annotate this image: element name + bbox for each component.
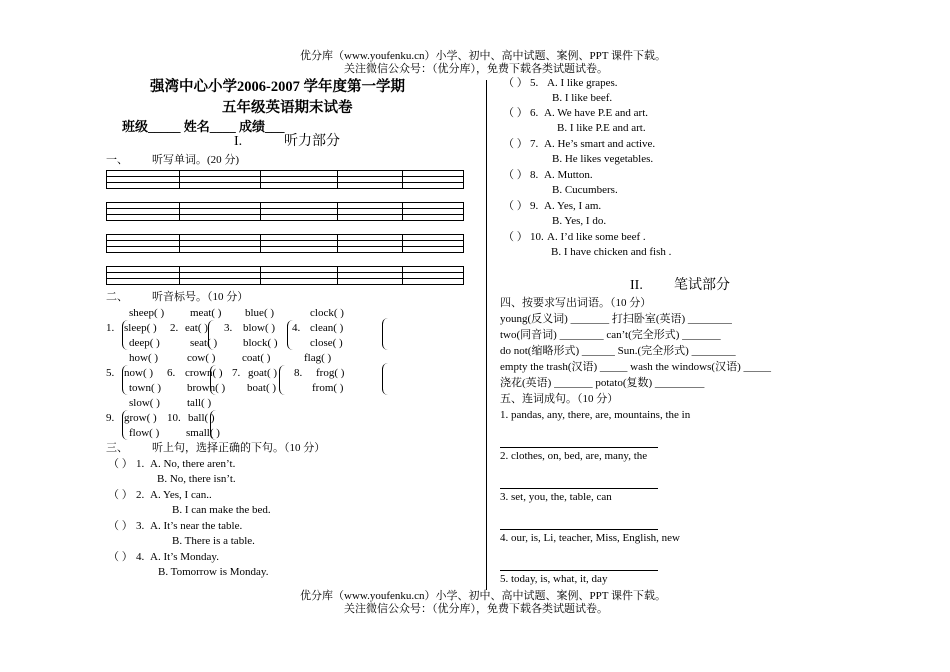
phonics-number: 8.	[294, 367, 303, 379]
phonics-word: flow( )	[129, 427, 160, 439]
phonics-word: cow( )	[187, 352, 216, 364]
exam-title: 强湾中心小学2006-2007 学年度第一学期	[150, 79, 405, 95]
phonics-word: grow( )	[124, 412, 157, 424]
sentence-item: 4. our, is, Li, teacher, Miss, English, new	[500, 532, 680, 544]
phonics-word: brown( )	[187, 382, 226, 394]
response-option-b: B. No, there isn’t.	[157, 473, 236, 485]
sentence-item: 2. clothes, on, bed, are, many, the	[500, 450, 648, 462]
footer-line-1: 优分库（www.youfenku.cn）小学、初中、高中试题、案例、PPT 课件下载。	[300, 590, 667, 602]
written-heading-number: II.	[630, 278, 643, 293]
phonics-word: from( )	[312, 382, 344, 394]
phonics-number: 3.	[224, 322, 233, 334]
answer-line	[500, 570, 658, 571]
phonics-number: 6.	[167, 367, 176, 379]
phonics-brace	[208, 320, 214, 350]
response-option-a: A. I like grapes.	[547, 77, 618, 89]
response-option-b: B. Cucumbers.	[552, 184, 618, 196]
phonics-word: coat( )	[242, 352, 271, 364]
phonics-word: meat( )	[190, 307, 222, 319]
phonics-word: frog( )	[316, 367, 345, 379]
exam-subtitle: 五年级英语期末试卷	[222, 100, 353, 116]
response-option-a: A. It’s near the table.	[150, 520, 243, 532]
dictation-grid-3	[106, 234, 464, 253]
question-4-instruction: 四、按要求写出词语。（10 分）	[500, 297, 652, 309]
phonics-number: 1.	[106, 322, 115, 334]
word-task-line: do not(缩略形式) ______ Sun.(完全形式) ________	[500, 345, 736, 357]
phonics-word: clean( )	[310, 322, 344, 334]
answer-line	[500, 488, 658, 489]
response-option-b: B. He likes vegetables.	[552, 153, 654, 165]
response-option-b: B. I like P.E and art.	[557, 122, 646, 134]
answer-bracket: （ ）	[108, 489, 133, 501]
word-task-line: empty the trash(汉语) _____ wash the windows(汉语) _____	[500, 361, 771, 373]
phonics-word: town( )	[129, 382, 162, 394]
response-option-a: A. We have P.E and art.	[544, 107, 648, 119]
question-1-number: 一、	[106, 154, 128, 166]
response-option-b: B. Yes, I do.	[552, 215, 607, 227]
header-line-1: 优分库（www.youfenku.cn）小学、初中、高中试题、案例、PPT 课件下载。	[300, 50, 667, 62]
phonics-number: 5.	[106, 367, 115, 379]
response-option-a: A. It’s Monday.	[150, 551, 219, 563]
response-number: 4.	[136, 551, 145, 563]
response-option-b: B. I have chicken and fish .	[551, 246, 672, 258]
answer-bracket: （ ）	[108, 520, 133, 532]
dictation-grid-1	[106, 170, 464, 189]
phonics-brace	[287, 320, 293, 350]
listening-heading-number: I.	[234, 134, 243, 149]
footer-line-2: 关注微信公众号：（优分库），免费下载各类试题试卷。	[344, 603, 608, 615]
question-3-instruction: 听上句，选择正确的下句。（10 分）	[152, 442, 326, 454]
answer-bracket: （ ）	[108, 458, 133, 470]
phonics-word: deep( )	[129, 337, 160, 349]
response-number: 5.	[530, 77, 539, 89]
response-option-a: A. I’d like some beef .	[547, 231, 646, 243]
response-option-b: B. I can make the bed.	[172, 504, 271, 516]
student-fields: 班级_____ 姓名____ 成绩___	[122, 119, 285, 134]
response-option-a: A. Yes, I am.	[544, 200, 602, 212]
question-3-number: 三、	[106, 442, 128, 454]
word-task-line: 浇花(英语) _______ potato(复数) _________	[500, 377, 705, 389]
phonics-brace	[122, 365, 128, 395]
response-option-a: A. Mutton.	[544, 169, 593, 181]
answer-bracket: （ ）	[503, 231, 528, 243]
question-2-instruction: 听音标号。（10 分）	[152, 291, 249, 303]
phonics-word: blow( )	[243, 322, 276, 334]
phonics-number: 7.	[232, 367, 241, 379]
phonics-word: clock( )	[310, 307, 344, 319]
answer-bracket: （ ）	[503, 107, 528, 119]
dictation-grid-2	[106, 202, 464, 221]
response-number: 8.	[530, 169, 539, 181]
answer-bracket: （ ）	[503, 77, 528, 89]
sentence-item: 5. today, is, what, it, day	[500, 573, 608, 585]
response-option-a: A. He’s smart and active.	[544, 138, 656, 150]
phonics-brace	[279, 365, 285, 395]
answer-line	[500, 529, 658, 530]
header-line-2: 关注微信公众号：（优分库），免费下载各类试题试卷。	[344, 63, 608, 75]
phonics-word: sleep( )	[124, 322, 157, 334]
sentence-item: 1. pandas, any, there, are, mountains, the in	[500, 409, 691, 421]
phonics-word: now( )	[124, 367, 154, 379]
response-option-b: B. I like beef.	[552, 92, 613, 104]
phonics-word: eat( )	[185, 322, 208, 334]
phonics-number: 4.	[292, 322, 301, 334]
response-number: 7.	[530, 138, 539, 150]
phonics-brace	[382, 318, 388, 350]
answer-line	[500, 447, 658, 448]
word-task-line: two(同音词) ________ can’t(完全形式) _______	[500, 329, 721, 341]
response-option-a: A. Yes, I can..	[150, 489, 212, 501]
written-heading: 笔试部分	[674, 278, 730, 293]
phonics-word: ball( )	[188, 412, 215, 424]
phonics-word: goat( )	[248, 367, 278, 379]
response-option-a: A. No, there aren’t.	[150, 458, 236, 470]
phonics-word: boat( )	[247, 382, 277, 394]
column-divider	[486, 80, 487, 590]
phonics-word: how( )	[129, 352, 159, 364]
phonics-brace	[210, 410, 216, 440]
phonics-brace	[122, 410, 128, 440]
phonics-word: seat( )	[190, 337, 218, 349]
question-5-instruction: 五、连词成句。（10 分）	[500, 393, 619, 405]
listening-heading: 听力部分	[284, 134, 340, 149]
phonics-brace	[210, 365, 216, 395]
answer-bracket: （ ）	[108, 551, 133, 563]
response-number: 6.	[530, 107, 539, 119]
phonics-number: 2.	[170, 322, 179, 334]
word-task-line: young(反义词) _______ 打扫卧室(英语) ________	[500, 313, 732, 325]
phonics-word: blue( )	[245, 307, 275, 319]
phonics-number: 9.	[106, 412, 115, 424]
phonics-brace	[122, 320, 128, 350]
question-1-instruction: 听写单词。(20 分)	[152, 154, 240, 166]
question-2-number: 二、	[106, 291, 128, 303]
response-number: 2.	[136, 489, 145, 501]
response-number: 1.	[136, 458, 145, 470]
phonics-word: block( )	[243, 337, 278, 349]
phonics-word: close( )	[310, 337, 343, 349]
response-option-b: B. There is a table.	[172, 535, 255, 547]
dictation-grid-4	[106, 266, 464, 285]
response-option-b: B. Tomorrow is Monday.	[158, 566, 269, 578]
phonics-word: slow( )	[129, 397, 160, 409]
phonics-number: 10.	[167, 412, 181, 424]
sentence-item: 3. set, you, the, table, can	[500, 491, 612, 503]
phonics-word: tall( )	[187, 397, 212, 409]
phonics-word: flag( )	[304, 352, 332, 364]
response-number: 10.	[530, 231, 544, 243]
phonics-brace	[382, 363, 388, 395]
phonics-word: small( )	[186, 427, 220, 439]
response-number: 3.	[136, 520, 145, 532]
phonics-word: crown( )	[185, 367, 223, 379]
response-number: 9.	[530, 200, 539, 212]
phonics-word: sheep( )	[129, 307, 165, 319]
answer-bracket: （ ）	[503, 138, 528, 150]
answer-bracket: （ ）	[503, 200, 528, 212]
answer-bracket: （ ）	[503, 169, 528, 181]
